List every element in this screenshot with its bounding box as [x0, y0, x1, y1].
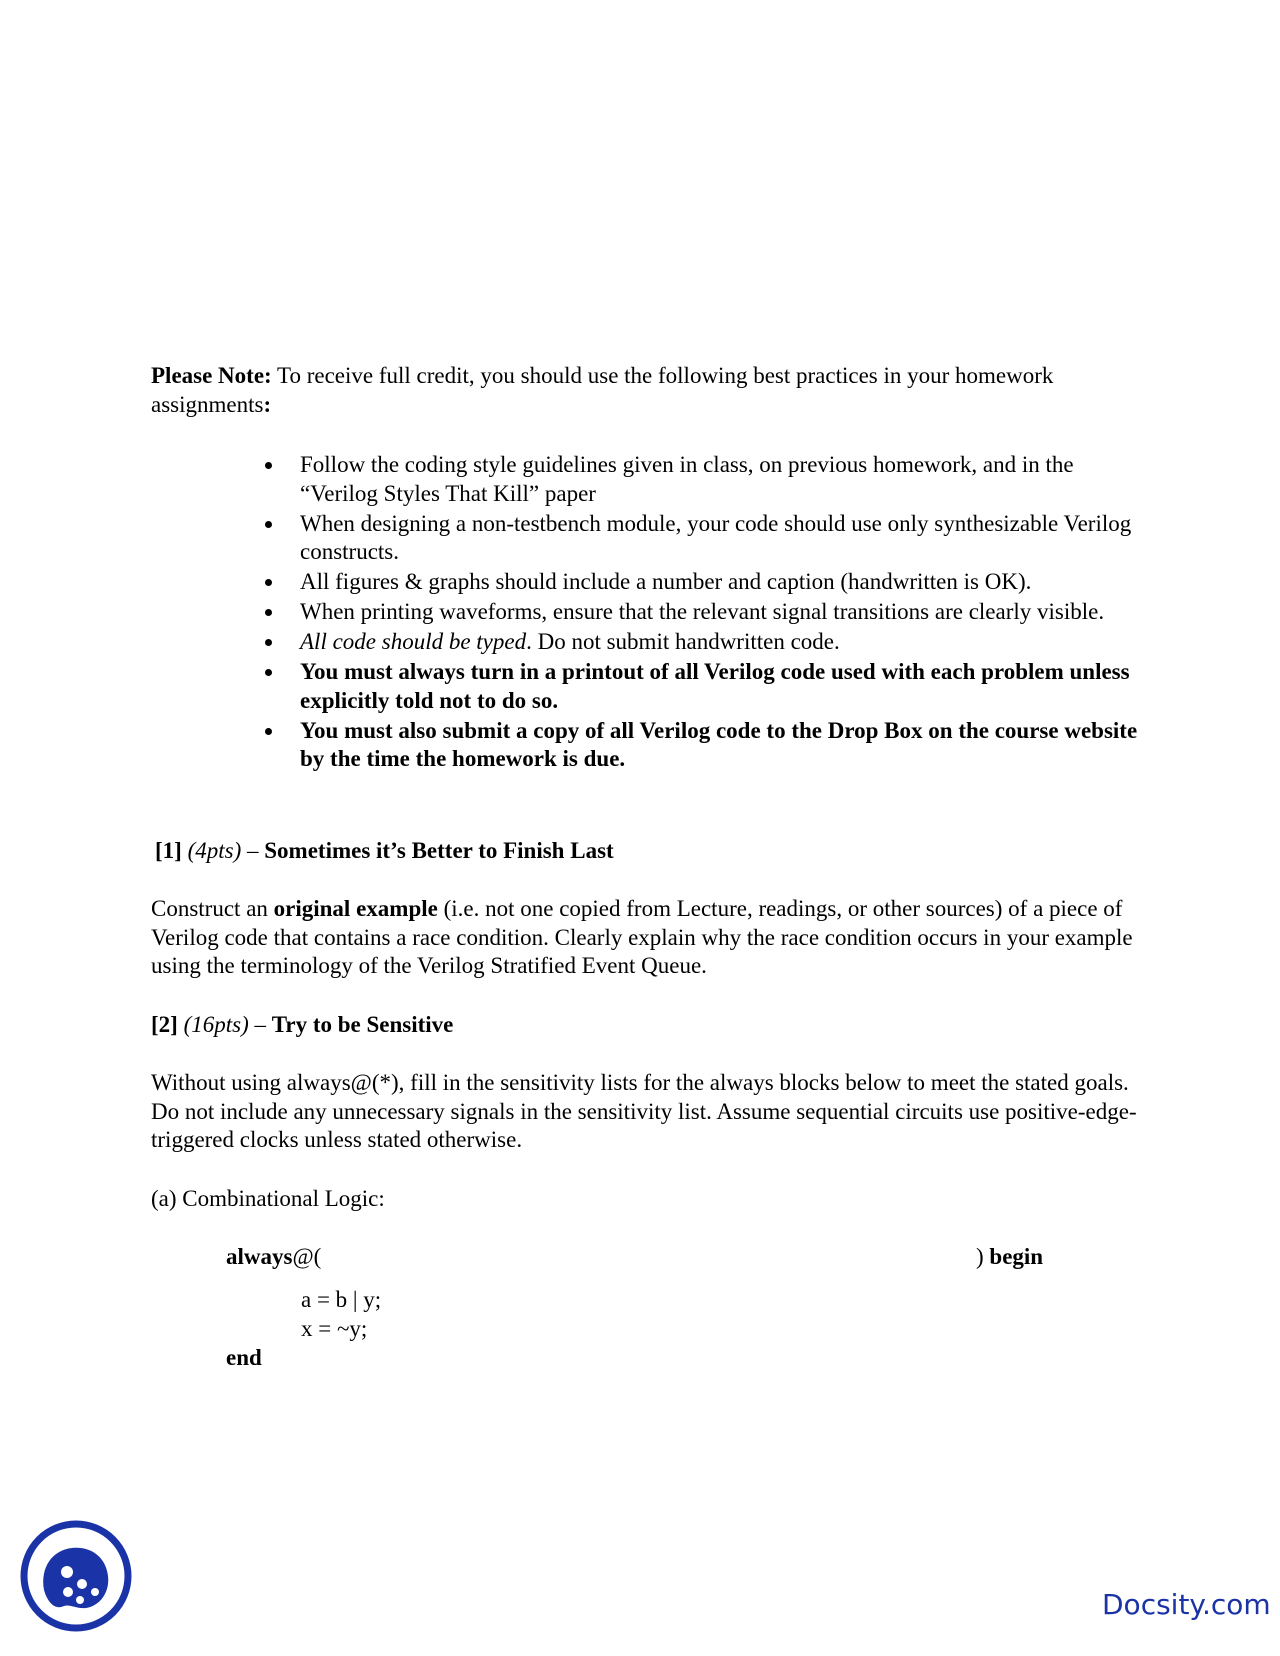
q2-number: [2]: [151, 1012, 178, 1037]
question-2-body: Without using always@(*), fill in the sensitivity lists for the always blocks below to meet the stated goals. Do not include any unnecessary signals in the sensitivity list. Assume sequential circuits use positive-edge-triggered clocks unless stated otherwise.: [151, 1070, 1137, 1152]
list-item: [262, 451, 1142, 508]
q1-dash: –: [241, 838, 265, 863]
list-item-text: All figures & graphs should include a number and caption (handwritten is OK).: [300, 569, 1032, 594]
q2-dash: –: [248, 1012, 272, 1037]
list-item: [262, 510, 1142, 567]
bullet-icon: [265, 669, 272, 676]
question-2-heading: [151, 1011, 453, 1040]
q1-title: Sometimes it’s Better to Finish Last: [264, 838, 614, 863]
code-end-keyword: end: [226, 1345, 262, 1370]
please-note-paragraph: [151, 362, 1141, 419]
q1-body-bold: original example: [273, 896, 438, 921]
note-text: To receive full credit, you should use the following best practices in your homework assignments: [151, 363, 1054, 417]
bullet-icon: [265, 609, 272, 616]
code-close: ): [976, 1244, 990, 1269]
code-always-keyword: [226, 1243, 321, 1272]
q1-body-b: (i.e. not one copied from Lecture, readings, or other sources) of a piece of Verilog code that contains a race condition. Clearly explain why the race condition occurs in your example using the terminology of the Verilog Stratified Event Queue.: [151, 896, 1133, 978]
docsity-logo-icon: [20, 1520, 132, 1632]
code-close-paren: [976, 1243, 1043, 1272]
best-practices-list: [262, 451, 1142, 775]
q1-number: [1]: [155, 838, 182, 863]
list-item-bold: You must always turn in a printout of all Verilog code used with each problem unless explicitly told not to do so.: [300, 659, 1130, 713]
code-at-paren: @(: [292, 1244, 322, 1269]
list-item-text: . Do not submit handwritten code.: [526, 629, 840, 654]
docsity-brand-link[interactable]: Docsity.com: [1102, 1588, 1271, 1621]
q1-points: (4pts): [187, 838, 242, 863]
note-label: Please Note:: [151, 363, 272, 388]
list-item: [262, 598, 1142, 627]
code-always: always: [226, 1244, 293, 1269]
list-item-italic: All code should be typed: [300, 629, 527, 654]
q2-points: (16pts): [183, 1012, 249, 1037]
bullet-icon: [265, 462, 272, 469]
code-line-1: a = b | y;: [301, 1287, 382, 1312]
q2-title: Try to be Sensitive: [271, 1012, 454, 1037]
bullet-icon: [265, 639, 272, 646]
bullet-icon: [265, 579, 272, 586]
question-1-heading: [155, 837, 614, 866]
note-colon: :: [263, 391, 272, 417]
list-item: [262, 717, 1142, 774]
question-1-body: [151, 895, 1141, 981]
list-item: [262, 628, 1142, 657]
code-line-2: x = ~y;: [301, 1316, 368, 1341]
code-begin: begin: [989, 1244, 1044, 1269]
bullet-icon: [265, 728, 272, 735]
q1-body-a: Construct an: [151, 896, 274, 921]
subpart-a-label: (a) Combinational Logic:: [151, 1186, 385, 1211]
list-item-text: Follow the coding style guidelines given in class, on previous homework, and in the “Verilog Styles That Kill” paper: [300, 452, 1074, 506]
list-item-bold: You must also submit a copy of all Verilog code to the Drop Box on the course website by the time the homework is due.: [300, 717, 1138, 771]
list-item-text: When designing a non-testbench module, your code should use only synthesizable Verilog constructs.: [300, 510, 1132, 564]
list-item: [262, 658, 1142, 715]
list-item-text: When printing waveforms, ensure that the relevant signal transitions are clearly visible.: [300, 599, 1105, 624]
bullet-icon: [265, 521, 272, 528]
list-item: [262, 568, 1142, 597]
